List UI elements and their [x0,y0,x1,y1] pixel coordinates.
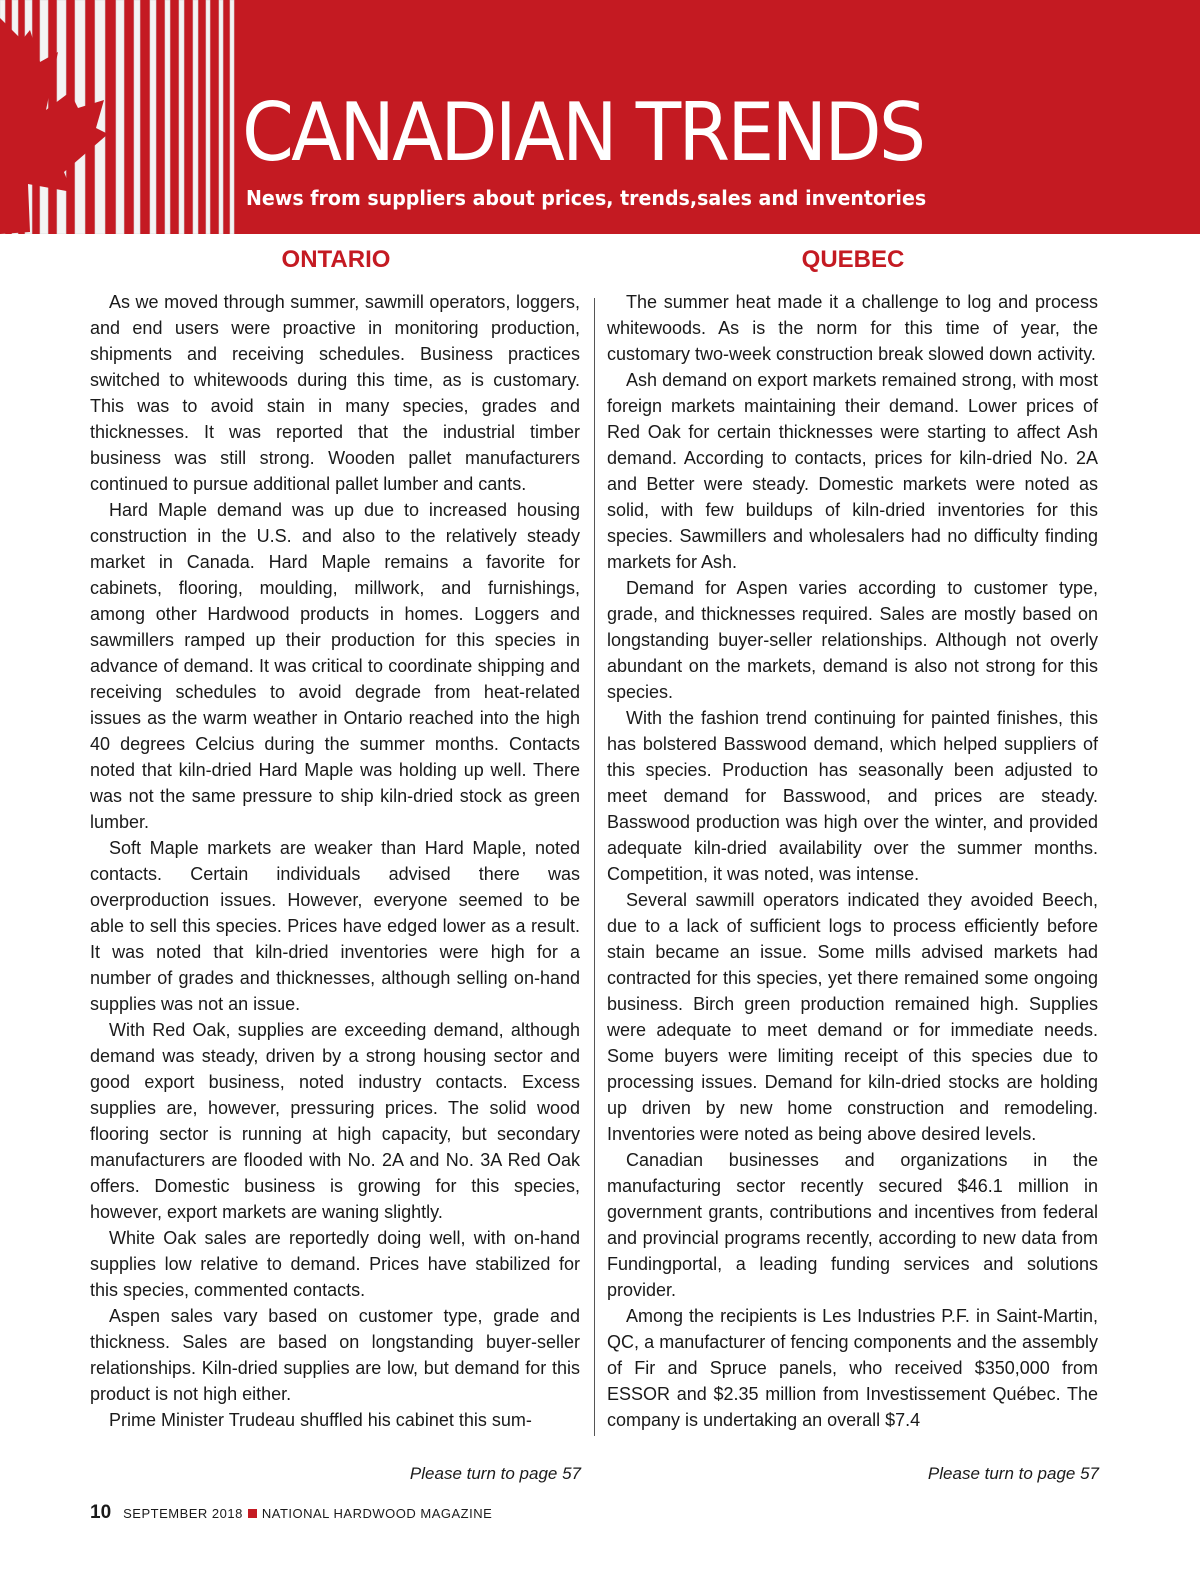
ontario-paragraph: As we moved through summer, sawmill operators, loggers, and end users were proactive in monitoring production, shipments and receiving schedules. Business practices switched to whitewoods during this time, as is customary. This was to avoid stain in many species, grades and thicknesses. It was reported that the industrial timber business was still strong. Wooden pallet manufacturers continued to pursue additional pallet lumber and cants. [90,292,580,494]
header-banner [0,0,1200,234]
ontario-paragraph: Soft Maple markets are weaker than Hard Maple, noted contacts. Certain individuals advised there was overproduction issues. However, everyone seemed to be able to sell this species. Prices have edged lower as a result. It was noted that kiln-dried inventories were high for a number of grades and thicknesses, although selling on-hand supplies was not an issue. [90,838,580,1014]
quebec-heading: QUEBEC [801,246,905,273]
quebec-paragraph: Ash demand on export markets remained strong, with most foreign markets maintaining their demand. Lower prices of Red Oak for certain thicknesses were starting to affect Ash demand. According to contacts, prices for kiln-dried No. 2A and Better were steady. Domestic markets were noted as solid, with few buildups of kiln-dried inventories for this species. Sawmillers and wholesalers had no difficulty finding markets for Ash. [607,370,1098,572]
quebec-paragraph: Demand for Aspen varies according to customer type, grade, and thicknesses required. Sales are mostly based on longstanding buyer-seller relationships. Although not overly abundant on the markets, demand is also not strong for this species. [607,578,1098,702]
ontario-paragraph: Aspen sales vary based on customer type, grade and thickness. Sales are based on longstanding buyer-seller relationships. Kiln-dried supplies are low, but demand for this product is not high either. [90,1306,580,1404]
page-subtitle: News from suppliers about prices, trends,sales and inventories [246,186,927,210]
canada-flag-maple-leaf-icon [0,0,235,234]
page-number: 10 [90,1502,112,1523]
ontario-heading: ONTARIO [281,246,391,273]
issue-date: SEPTEMBER 2018 [123,1506,243,1521]
quebec-paragraph: Several sawmill operators indicated they avoided Beech, due to a lack of sufficient logs to process efficiently before stain became an issue. Some mills advised markets had contracted for this species, yet there remained some ongoing business. Birch green production remained high. Supplies were adequate to meet demand or for immediate needs. Some buyers were limiting receipt of this species due to processing issues. Demand for kiln-dried stocks are holding up driven by new home construction and remodeling. Inventories were noted as being above desired levels. [607,890,1098,1144]
quebec-paragraph: Canadian businesses and organizations in the manufacturing sector recently secured $46.1 million in government grants, contributions and incentives from federal and provincial programs recently, according to new data from Fundingportal, a leading funding services and solutions provider. [607,1150,1098,1300]
ontario-paragraph: White Oak sales are reportedly doing well, with on-hand supplies low relative to demand. Prices have stabilized for this species, commented contacts. [90,1228,580,1300]
quebec-paragraph: Among the recipients is Les Industries P.F. in Saint-Martin, QC, a manufacturer of fencing components and the assembly of Fir and Spruce panels, who received $350,000 from ESSOR and $2.35 million from Investissement Québec. The company is undertaking an overall $7.4 [607,1306,1098,1430]
page-footer [90,1502,492,1530]
quebec-paragraph: The summer heat made it a challenge to log and process whitewoods. As is the norm for this time of year, the customary two-week construction break slowed down activity. [607,292,1098,364]
ontario-article [90,289,580,1433]
page-title: CANADIAN TRENDS [242,86,924,179]
footer-separator-square [248,1509,257,1518]
quebec-article [607,289,1098,1433]
ontario-continued-note: Please turn to page 57 [409,1464,581,1483]
ontario-paragraph: Hard Maple demand was up due to increased housing construction in the U.S. and also to the relatively steady market in Canada. Hard Maple remains a favorite for cabinets, flooring, moulding, millwork, and furnishings, among other Hardwood products in homes. Loggers and sawmillers ramped up their production for this species in advance of demand. It was critical to coordinate shipping and receiving schedules to avoid degrade from heat-related issues as the warm weather in Ontario reached into the high 40 degrees Celcius during the summer months. Contacts noted that kiln-dried Hard Maple was holding up well. There was not the same pressure to ship kiln-dried stock as green lumber. [90,500,580,832]
quebec-paragraph: With the fashion trend continuing for painted finishes, this has bolstered Basswood demand, which helped suppliers of this species. Production has seasonally been adjusted to meet demand for Basswood, and prices are steady. Basswood production was high over the winter, and provided adequate kiln-dried availability over the summer months. Competition, it was noted, was intense. [607,708,1098,884]
ontario-paragraph: Prime Minister Trudeau shuffled his cabinet this sum- [109,1410,532,1430]
column-divider [594,298,595,1436]
magazine-name: NATIONAL HARDWOOD MAGAZINE [261,1506,493,1521]
quebec-continued-note: Please turn to page 57 [927,1464,1099,1483]
ontario-paragraph: With Red Oak, supplies are exceeding demand, although demand was steady, driven by a strong housing sector and good export business, noted industry contacts. Excess supplies are, however, pressuring prices. The solid wood flooring sector is running at high capacity, but secondary manufacturers are flooded with No. 2A and No. 3A Red Oak offers. Domestic business is growing for this species, however, export markets are waning slightly. [90,1020,580,1222]
